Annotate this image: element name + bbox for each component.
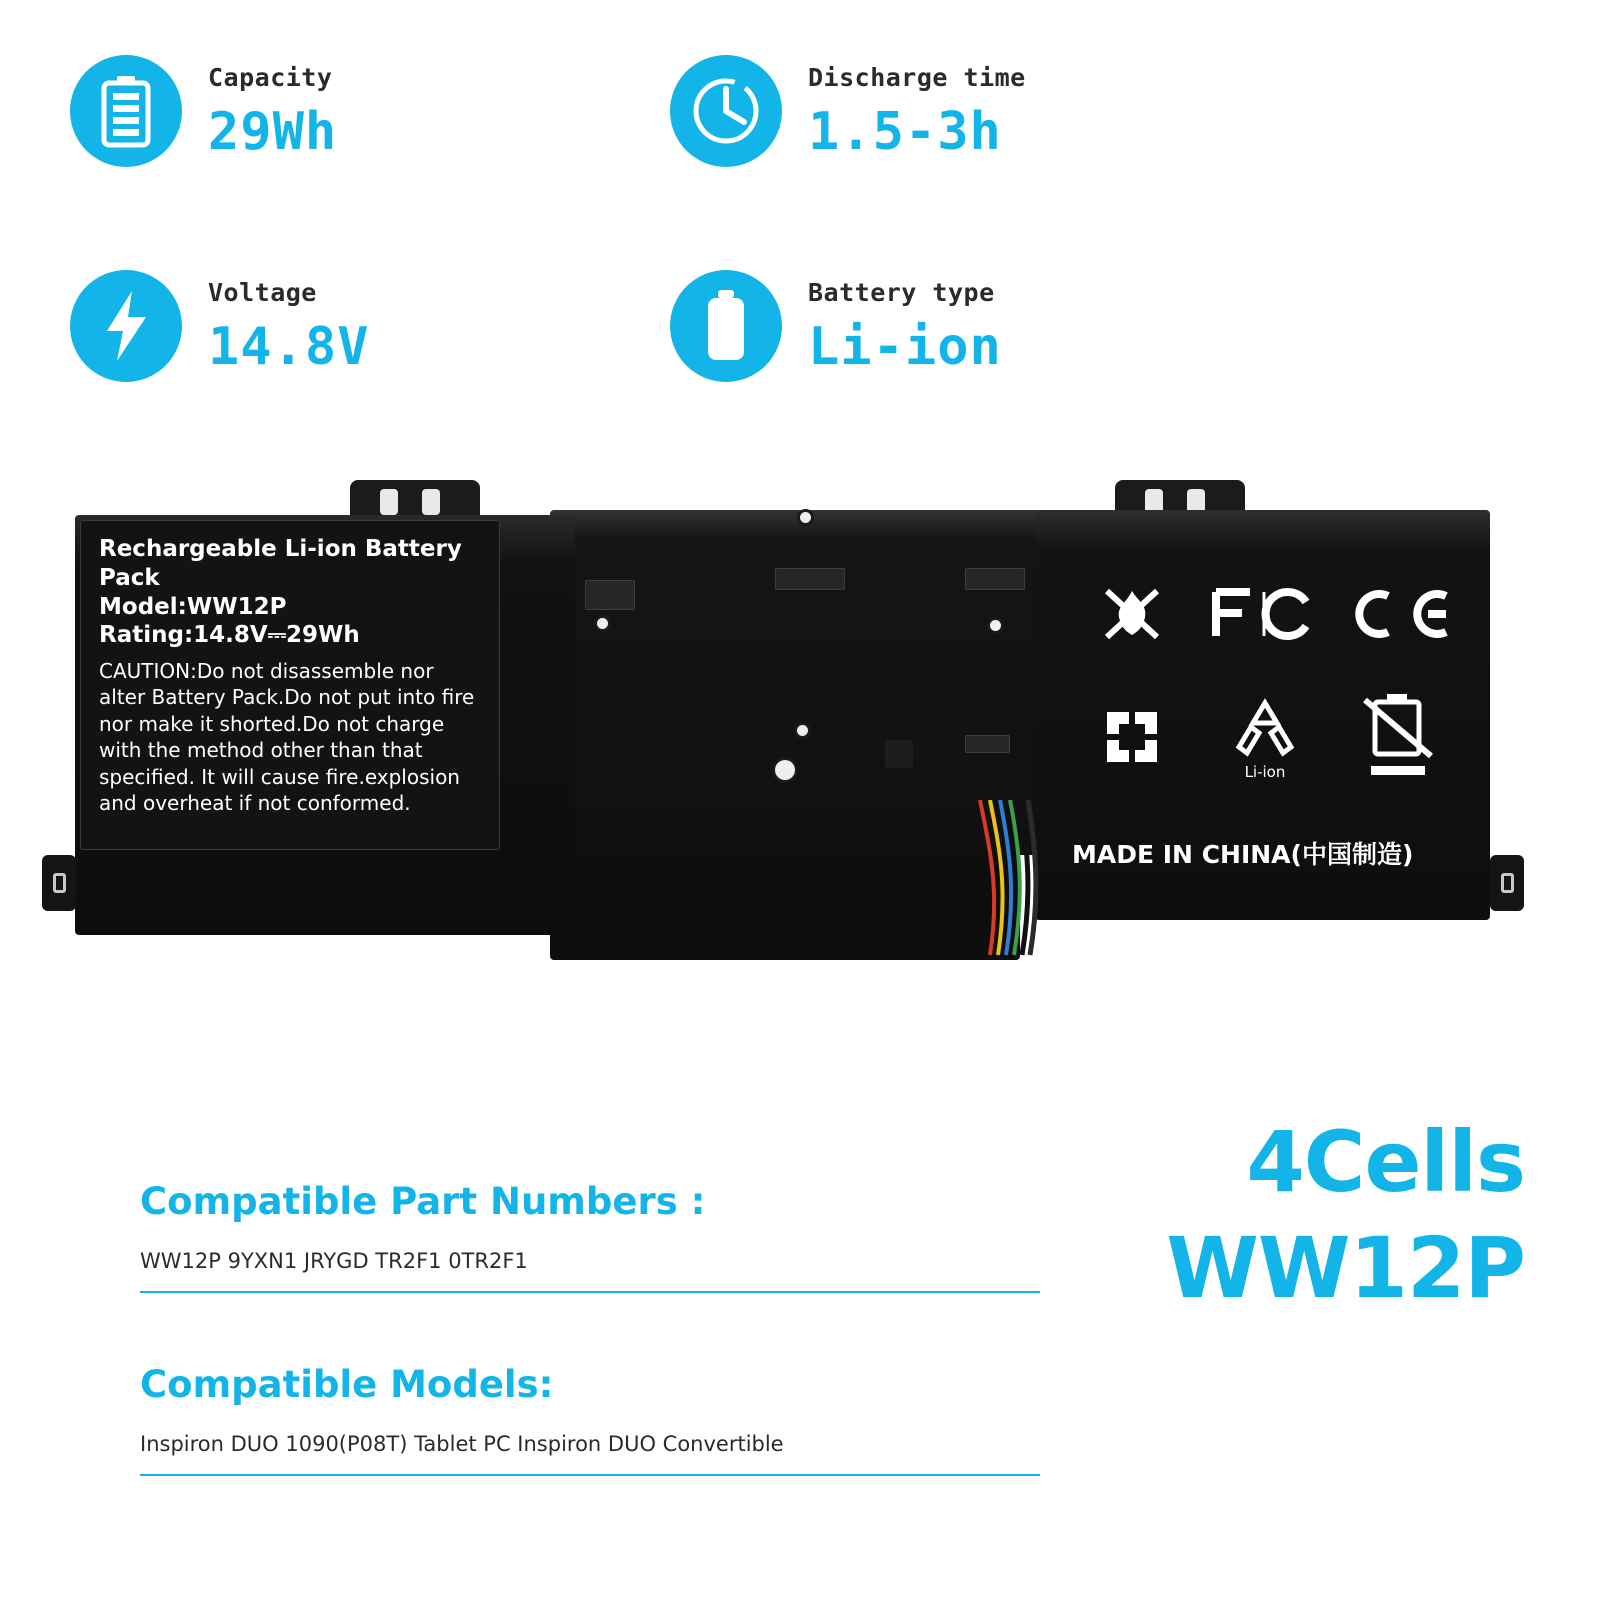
spec-battery-type [670, 270, 1270, 485]
mount-ear-left [42, 855, 76, 911]
spec-value: Li-ion [808, 317, 1002, 377]
green-recycle-icon [1097, 702, 1167, 776]
screw-hole [775, 760, 795, 780]
mount-hole [53, 873, 66, 893]
model-number: WW12P [1166, 1218, 1525, 1317]
li-ion-mark-text: Li-ion [1244, 762, 1286, 781]
vent-slot [965, 735, 1010, 753]
spec-battery-type-text [808, 270, 1002, 377]
screw-hole [597, 618, 608, 629]
wire-harness [970, 800, 1050, 960]
made-in-text: MADE IN CHINA(中国制造) [1072, 840, 1414, 869]
mount-hole [422, 489, 440, 515]
cell-count: 4Cells [1246, 1113, 1525, 1211]
spec-capacity [70, 55, 670, 270]
spec-capacity-text [208, 55, 337, 162]
spacer [140, 1293, 1060, 1363]
screw-hole [800, 512, 811, 523]
divider [140, 1474, 1040, 1476]
battery-level-icon [70, 55, 182, 167]
spec-value: 29Wh [208, 102, 338, 162]
clock-icon [670, 55, 782, 167]
spec-label: Discharge time [808, 63, 1026, 92]
spec-voltage [70, 270, 670, 485]
spec-value: 1.5-3h [808, 102, 1002, 162]
spec-voltage-text [208, 270, 370, 377]
weee-crossed-bin-icon [1357, 692, 1439, 786]
label-title-line3: Rating:14.8V⎓29Wh [99, 622, 360, 649]
highlight-block [1166, 1113, 1525, 1317]
spec-discharge-text [808, 55, 1026, 162]
battery-center-lower [550, 850, 1020, 960]
spec-value: 14.8V [208, 317, 370, 377]
li-ion-recycle-icon [1227, 697, 1303, 781]
models-heading: Compatible Models: [140, 1363, 554, 1406]
connector-cross [885, 740, 913, 768]
compatibility-info [140, 1180, 1060, 1476]
battery-spec-label [80, 520, 500, 850]
screw-hole [797, 725, 808, 736]
part-numbers-list: WW12P 9YXN1 JRYGD TR2F1 0TR2F1 [140, 1249, 528, 1273]
certification-marks [1065, 555, 1465, 800]
mount-hole [1501, 873, 1514, 893]
vent-slot [965, 568, 1025, 590]
spec-label: Battery type [808, 278, 995, 307]
label-caution-text: CAUTION:Do not disassemble nor alter Battery Pack.Do not put into fire nor make it shorted.Do not charge with the method other than that specified. It will cause fire.explosion and overheat if not conformed. [99, 659, 475, 815]
fc-icon [1210, 586, 1320, 646]
lightning-bolt-icon [70, 270, 182, 382]
spec-discharge-time [670, 55, 1270, 270]
ce-icon [1342, 584, 1454, 648]
mount-tab-left [350, 480, 480, 520]
mount-hole [380, 489, 398, 515]
spec-label: Capacity [208, 63, 333, 92]
spec-grid [70, 55, 1220, 485]
spec-label: Voltage [208, 278, 317, 307]
no-fire-icon [1095, 577, 1169, 655]
vent-slot [585, 580, 635, 610]
screw-hole [990, 620, 1001, 631]
battery-icon [670, 270, 782, 382]
mount-ear-right [1490, 855, 1524, 911]
models-list: Inspiron DUO 1090(P08T) Tablet PC Inspiron DUO Convertible [140, 1432, 784, 1456]
label-title-line2: Model:WW12P [99, 593, 287, 620]
part-numbers-heading: Compatible Part Numbers : [140, 1180, 706, 1223]
vent-slot [775, 568, 845, 590]
battery-product-image [30, 470, 1570, 1010]
label-title-line1: Rechargeable Li-ion Battery Pack [99, 536, 462, 591]
